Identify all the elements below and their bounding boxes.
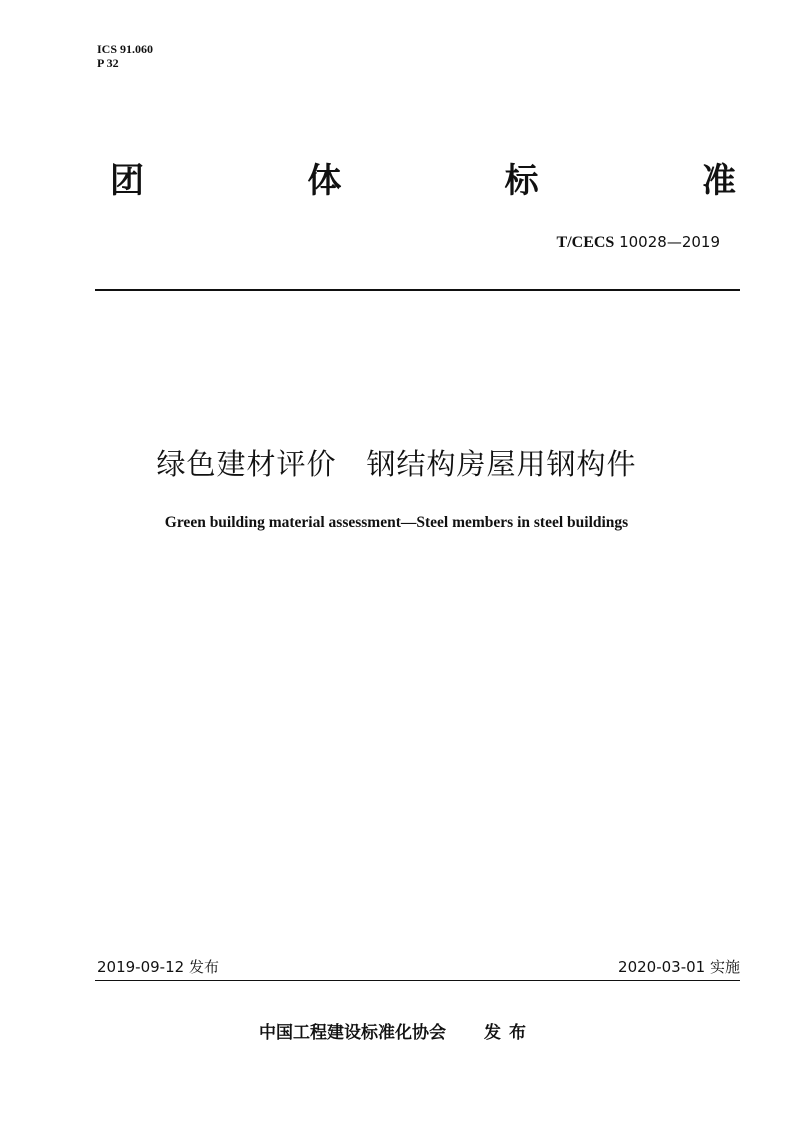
implementation-date: 2020-03-01 实施 — [618, 958, 740, 976]
ics-code: ICS 91.060 — [97, 42, 154, 56]
standard-type-char: 标 — [504, 161, 539, 201]
title-chinese — [0, 442, 793, 486]
standard-number-code: 10028—2019 — [614, 233, 720, 251]
issue-date: 2019-09-12 发布 — [97, 958, 219, 976]
publisher-name: 中国工程建设标准化协会 — [259, 1023, 446, 1043]
top-divider — [95, 289, 740, 291]
classification-codes — [97, 42, 153, 70]
standard-type-char: 体 — [307, 161, 342, 201]
standard-type-char: 准 — [701, 161, 736, 201]
title-chinese-part1: 绿色建材评价 — [156, 447, 337, 481]
publisher-action: 发布 — [484, 1023, 534, 1043]
title-english: Green building material assessment—Steel members in steel buildings — [164, 514, 629, 531]
standard-number-prefix: T/CECS — [556, 234, 615, 251]
publisher-line — [0, 1021, 793, 1045]
bottom-divider — [95, 980, 740, 981]
standard-number — [557, 232, 720, 253]
ccs-code: P 32 — [97, 56, 119, 70]
standard-type-heading — [110, 156, 736, 206]
standard-type-char: 团 — [110, 161, 144, 201]
title-chinese-part2: 钢结构房屋用钢构件 — [366, 447, 637, 481]
